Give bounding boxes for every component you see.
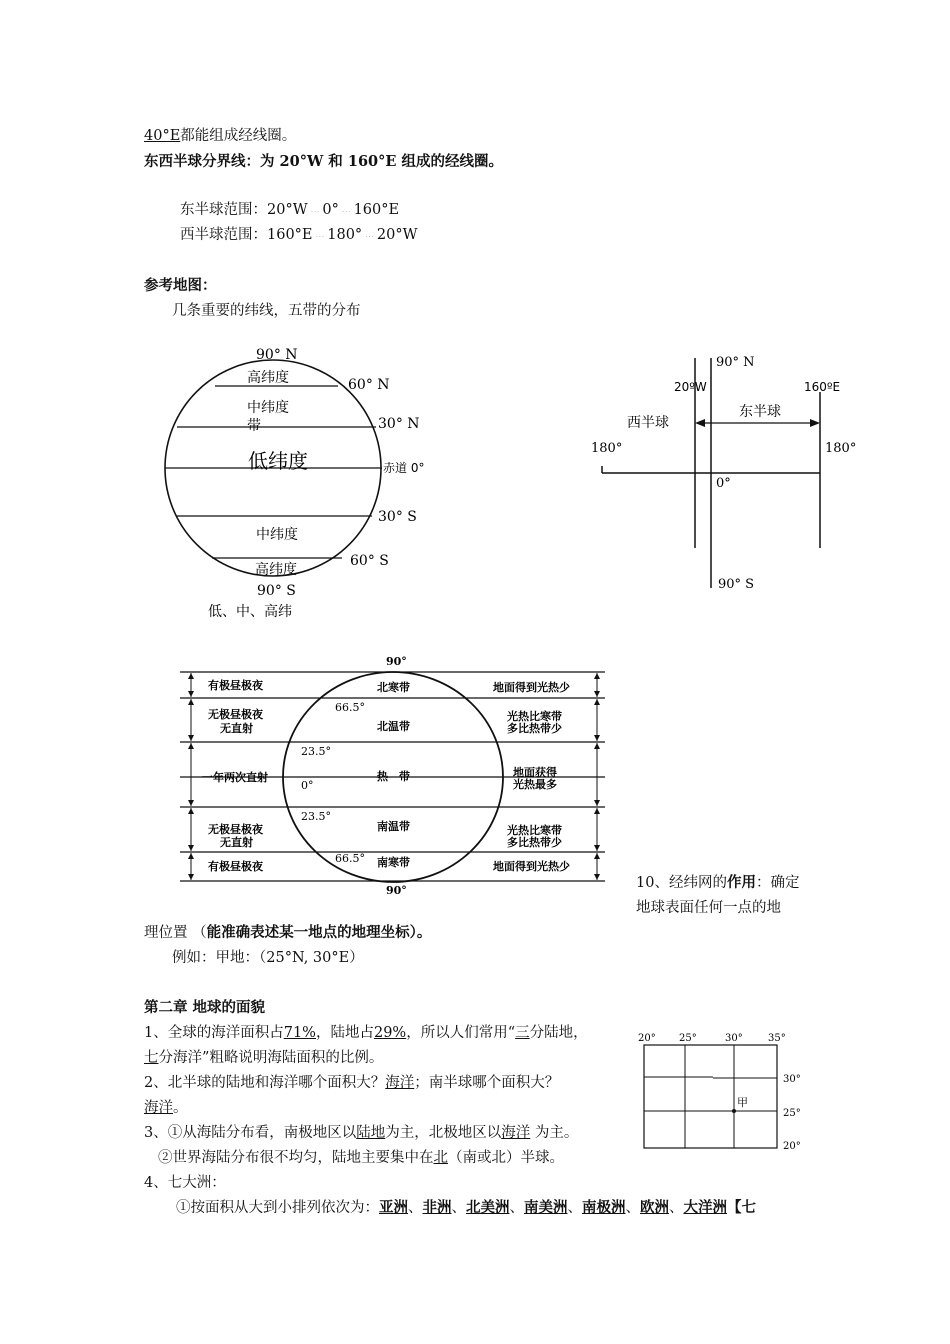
zone-south-frigid: 南寒带 [377, 856, 410, 869]
q3b-answer: 北 [433, 1150, 448, 1166]
q3-c: 为主。 [530, 1125, 579, 1141]
grid-use-l3-b: 能准确表述某一地点的地理坐标）。 [206, 924, 432, 941]
q2-line-2 [144, 1098, 188, 1118]
q2-c: 。 [173, 1100, 188, 1116]
label-east-hemisphere: 东半球 [739, 404, 781, 420]
text-line-1 [144, 126, 296, 146]
left-label-7: 有极昼极夜 [208, 860, 263, 873]
zone-south-temperate: 南温带 [377, 820, 410, 833]
label-mid-lat-top: 中纬度 [247, 400, 289, 416]
q1-three: 三 [515, 1025, 530, 1041]
east-range-start: 20°W [267, 202, 308, 218]
continent-2: 非洲 [422, 1199, 452, 1216]
grid-top-label-2: 25° [679, 1033, 697, 1044]
range-dash: ⋯ [362, 232, 377, 242]
q4-tail: 【七 [727, 1199, 756, 1216]
label-left-180: 180° [591, 441, 623, 456]
left-label-3: 无直射 [220, 722, 253, 735]
q1-line-2 [144, 1048, 383, 1068]
longitude-40e: 40°E [144, 128, 181, 144]
west-range-label: 西半球范围： [180, 227, 267, 243]
label-mid-lat-bottom: 中纬度 [256, 527, 298, 543]
left-label-1: 有极昼极夜 [208, 679, 263, 692]
grid-right-label-2: 25° [783, 1108, 801, 1119]
lat-23-south: 23.5° [301, 810, 331, 823]
east-range-label: 东半球范围： [180, 202, 267, 218]
q2-answer-1: 海洋 [385, 1075, 415, 1091]
zone-north-frigid: 北寒带 [377, 681, 410, 694]
label-20w: 20ºW [674, 380, 707, 394]
label-30s: 30° S [378, 509, 417, 525]
point-jia [732, 1109, 736, 1113]
label-160e: 160ºE [804, 380, 841, 394]
east-range-end: 160°E [353, 202, 400, 218]
range-dash: ⋯ [307, 207, 323, 217]
west-hemisphere-range [180, 225, 418, 247]
label-west-hemisphere: 西半球 [627, 415, 669, 431]
q1-land-percent: 29% [373, 1025, 407, 1041]
label-high-lat-top: 高纬度 [247, 370, 289, 386]
line1-text: 都能组成经线圈。 [180, 128, 297, 144]
label-bottom-90: 90° [386, 884, 407, 897]
right-label-2: 光热比寒带 [507, 710, 562, 723]
label-high-lat-bottom: 高纬度 [255, 562, 297, 578]
zone-north-temperate: 北温带 [377, 720, 410, 733]
hemisphere-boundary-text: 东西半球分界线：为 20°W 和 160°E 组成的经线圈。 [144, 153, 503, 170]
latitude-circle-diagram [150, 340, 430, 630]
continent-6: 欧洲 [640, 1199, 669, 1216]
east-range-mid: 0° [322, 202, 339, 218]
grid-use-keyword: 作用 [726, 874, 756, 891]
q3-answer-2: 海洋 [501, 1125, 531, 1141]
q4-continents-line: ①按面积从大到小排列依次为：亚洲、非洲、北美洲、南美洲、南极洲、欧洲、大洋洲【七 [176, 1199, 756, 1216]
right-label-3: 多比热带少 [507, 722, 562, 735]
grid-top-label-3: 30° [725, 1033, 743, 1044]
q2-answer-2: 海洋 [144, 1100, 173, 1116]
q2-line-1 [144, 1073, 559, 1093]
q1-d: 分陆地， [529, 1025, 588, 1041]
q3-answer-1: 陆地 [356, 1125, 386, 1141]
west-range-start: 160°E [267, 227, 313, 243]
left-label-2: 无极昼极夜 [208, 708, 263, 721]
q1-b: ，陆地占 [315, 1025, 374, 1041]
label-mid-lat-top-2: 带 [247, 418, 261, 434]
q4-title: 4、七大洲： [144, 1175, 226, 1191]
label-60s: 60° S [350, 553, 389, 569]
q4-prefix: ①按面积从大到小排列依次为： [176, 1200, 379, 1216]
east-hemisphere-range [180, 200, 399, 222]
label-equator: 赤道 0° [383, 461, 425, 475]
left-label-5: 无极昼极夜 [208, 823, 263, 836]
q1-a: 1、全球的海洋面积占 [144, 1025, 284, 1041]
right-label-4: 地面获得 [513, 766, 557, 779]
continent-4: 南美洲 [524, 1199, 568, 1216]
q3-a: 3、①从海陆分布看，南极地区以 [144, 1125, 357, 1141]
q1-seven: 七 [144, 1050, 159, 1066]
caption-lat-zones: 低、中、高纬 [208, 604, 292, 620]
coordinate-grid-diagram [633, 1030, 813, 1160]
label-point-jia: 甲 [737, 1096, 748, 1109]
lat-66-south: 66.5° [335, 852, 365, 865]
q3-line-2 [158, 1148, 564, 1168]
grid-right-label-1: 30° [783, 1074, 801, 1085]
lat-0: 0° [301, 779, 314, 792]
right-label-1: 地面得到光热少 [493, 681, 570, 694]
hemisphere-diagram [585, 348, 860, 598]
left-label-6: 无直射 [220, 836, 253, 849]
label-right-180: 180° [825, 441, 857, 456]
right-label-8: 地面得到光热少 [493, 860, 570, 873]
grid-top-label-4: 35° [768, 1033, 786, 1044]
q3-b: 为主，北极地区以 [385, 1125, 502, 1141]
grid-top-label-1: 20° [638, 1033, 656, 1044]
continent-1: 亚洲 [379, 1199, 408, 1216]
q3b-a: ②世界海陆分布很不均匀，陆地主要集中在 [158, 1150, 434, 1166]
zone-tropical: 热 带 [377, 770, 410, 783]
chapter2-title: 第二章 地球的面貌 [144, 999, 266, 1016]
q1-ocean-percent: 71% [283, 1025, 316, 1041]
grid-use-line-1 [636, 873, 799, 893]
q1-line-1 [144, 1023, 588, 1043]
q3-line-1 [144, 1123, 578, 1143]
q3b-b: （南或北）半球。 [448, 1150, 564, 1166]
continent-7: 大洋洲 [683, 1199, 727, 1216]
grid-use-line-2: 地球表面任何一点的地 [636, 900, 781, 916]
example-coordinates: 例如：甲地：（25°N, 30°E） [172, 950, 364, 966]
grid-use-line-3 [144, 923, 431, 943]
q2-a: 2、北半球的陆地和海洋哪个面积大？ [144, 1075, 386, 1091]
right-label-5: 光热最多 [513, 778, 557, 791]
range-dash: ⋯ [338, 207, 354, 217]
five-zones-caption: 几条重要的纬线，五带的分布 [172, 303, 361, 319]
right-label-6: 光热比寒带 [507, 824, 562, 837]
label-90n: 90° N [256, 347, 298, 363]
five-zones-diagram [175, 652, 615, 898]
label-90s: 90° S [257, 583, 296, 599]
continent-5: 南极洲 [582, 1199, 626, 1216]
label-90s: 90° S [718, 577, 755, 592]
right-label-7: 多比热带少 [507, 836, 562, 849]
label-90n: 90° N [716, 355, 755, 370]
lat-23-north: 23.5° [301, 745, 331, 758]
label-low-lat: 低纬度 [248, 449, 308, 473]
west-range-mid: 180° [327, 227, 363, 243]
label-30n: 30° N [378, 416, 420, 432]
q1-e: 分海洋”粗略说明海陆面积的比例。 [158, 1050, 384, 1066]
label-zero: 0° [716, 476, 731, 491]
label-top-90: 90° [386, 655, 407, 668]
reference-map-heading: 参考地图： [144, 277, 217, 294]
grid-use-prefix: 10、经纬网的 [636, 875, 727, 891]
left-label-4: 一年两次直射 [202, 771, 268, 784]
label-60n: 60° N [348, 377, 390, 393]
q2-b: ；南半球哪个面积大？ [414, 1075, 560, 1091]
grid-frame [644, 1045, 777, 1148]
west-range-end: 20°W [376, 227, 418, 243]
lat-66-north: 66.5° [335, 701, 365, 714]
grid-use-suffix: ：确定 [755, 875, 800, 891]
grid-use-l3-a: 理位置 （ [144, 925, 207, 941]
continent-3: 北美洲 [466, 1199, 510, 1216]
grid-right-label-3: 20° [783, 1141, 801, 1152]
range-dash: ⋯ [312, 232, 328, 242]
q1-c: ，所以人们常用“ [406, 1025, 516, 1041]
